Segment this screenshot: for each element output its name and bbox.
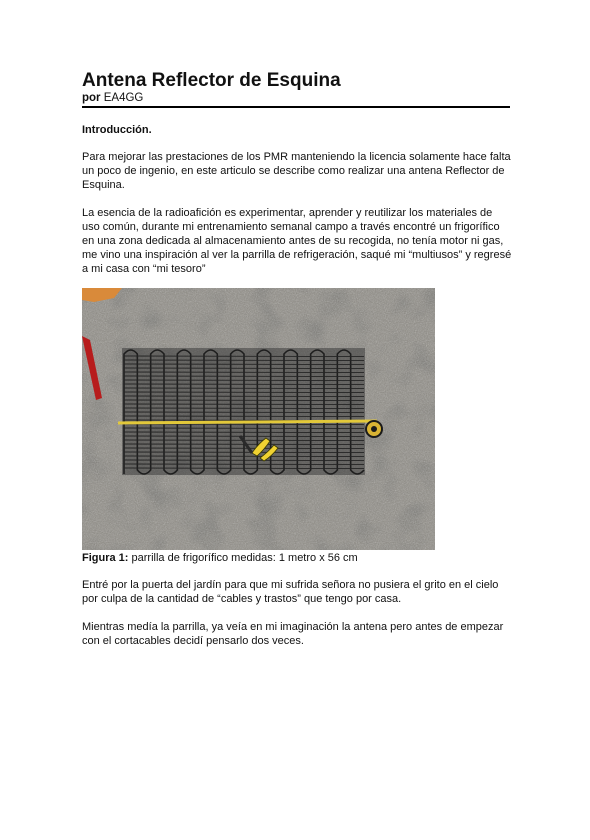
author-name: EA4GG [103,92,144,104]
tape-measure-hub [371,426,377,432]
section-heading-introduction: Introducción. [82,124,152,136]
figure-caption-text: parrilla de frigorífico medidas: 1 metro x 56 cm [131,552,358,564]
document-title: Antena Reflector de Esquina [82,70,341,91]
paragraph-1: Para mejorar las prestaciones de los PMR manteniendo la licencia solamente hace falta un poco de ingenio, en este articulo se describe como realizar una antena Reflector de Esquina. [82,151,511,191]
figure-label: Figura 1: [82,552,129,564]
fridge-grill-photo [82,288,435,550]
paragraph-4: Mientras medía la parrilla, ya veía en mi imaginación la antena pero antes de empezar con el cortacables decidí pensarlo dos veces. [82,621,504,647]
paragraph-2: La esencia de la radioafición es experimentar, aprender y reutilizar los materiales de uso común, durante mi entrenamiento semanal campo a través encontré un frigorífico en una zona dedicada al almacenamiento antes de su recogida, no tenía motor ni gas, me vino una inspiración al ver la parrilla de refrigeración, saqué mi “multiusos” y regresé a mi casa con “mi tesoro” [82,207,512,275]
byline [82,92,143,105]
paragraph-3: Entré por la puerta del jardín para que mi sufrida señora no pusiera el grito en el cielo por culpa de la cantidad de “cables y trastos” que tengo por casa. [82,579,499,605]
title-rule [82,106,510,108]
measuring-tape [118,421,377,423]
byline-prefix: por [82,92,101,104]
figure-caption [82,551,358,565]
figure-photo [82,288,435,550]
condenser-grill [122,348,365,475]
